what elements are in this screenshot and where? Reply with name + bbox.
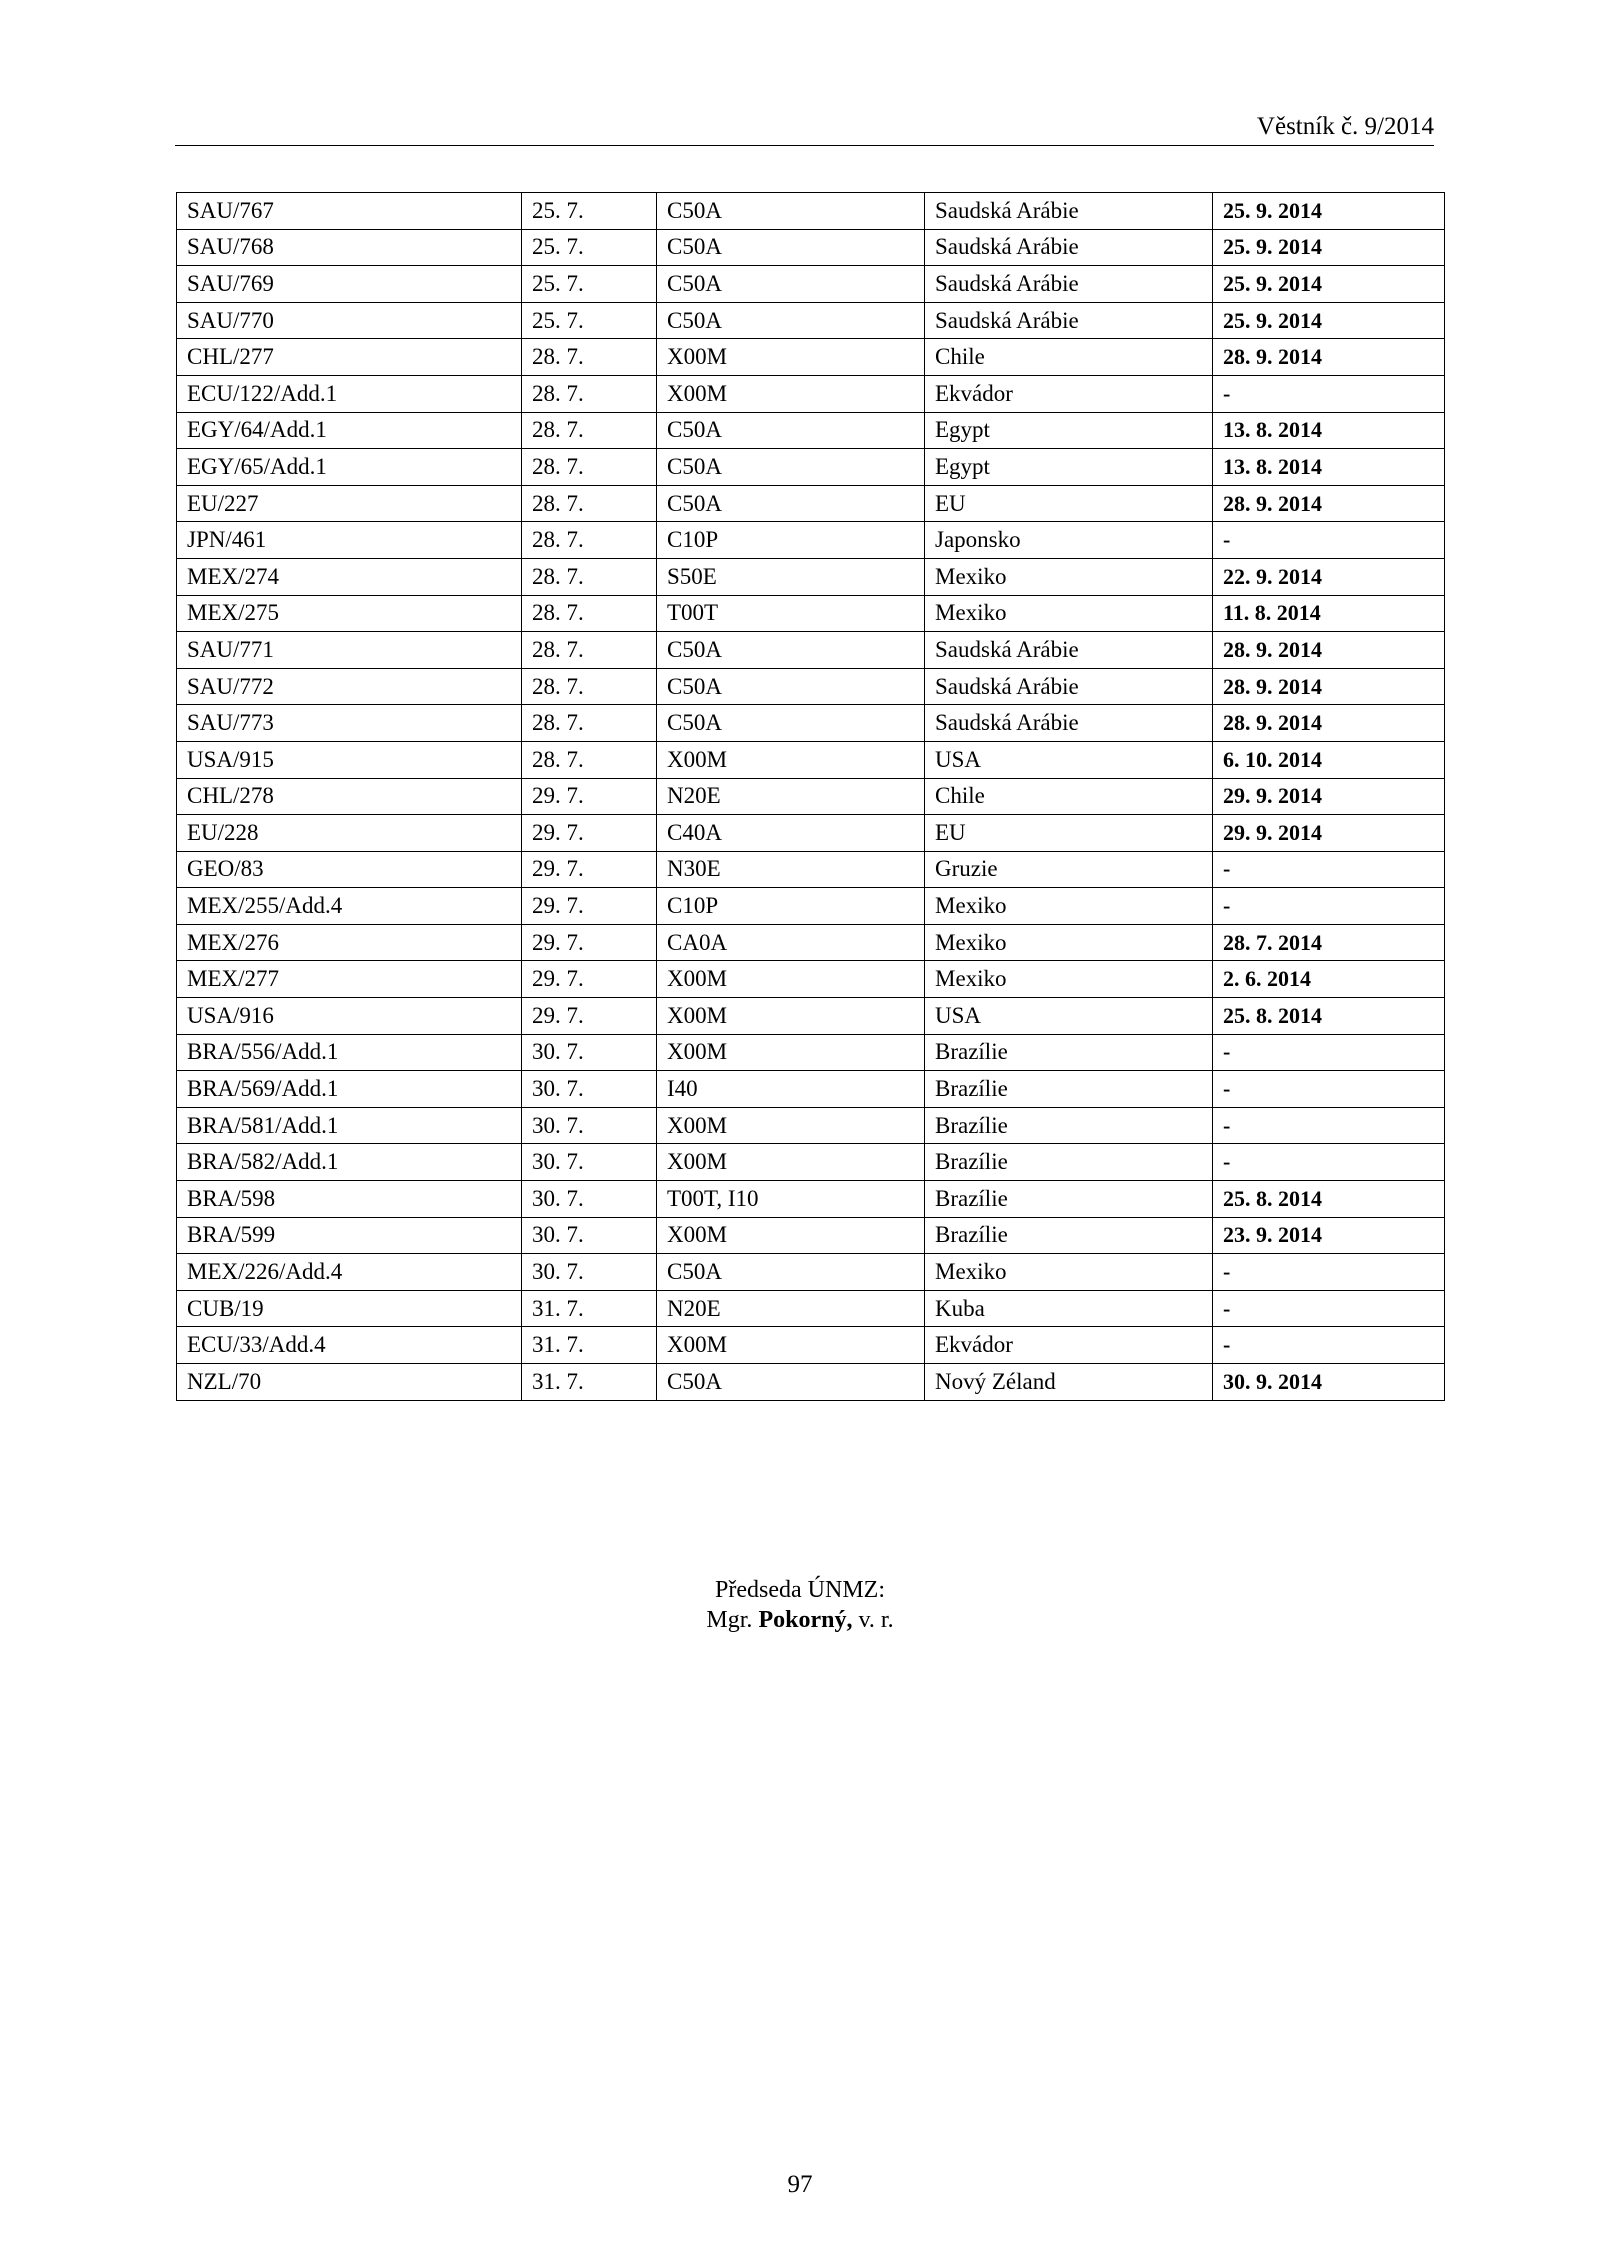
cell-document-code: MEX/274 — [177, 558, 522, 595]
cell-country: EU — [925, 815, 1213, 852]
table-row — [177, 1107, 1445, 1144]
cell-document-code: ECU/33/Add.4 — [177, 1327, 522, 1364]
cell-comment-deadline: 28. 9. 2014 — [1213, 632, 1445, 669]
cell-document-code: EGY/65/Add.1 — [177, 449, 522, 486]
cell-country: Brazílie — [925, 1181, 1213, 1218]
cell-country: Chile — [925, 339, 1213, 376]
cell-country: Saudská Arábie — [925, 668, 1213, 705]
cell-notification-date: 29. 7. — [522, 924, 657, 961]
cell-document-code: SAU/767 — [177, 193, 522, 230]
cell-document-code: ECU/122/Add.1 — [177, 375, 522, 412]
cell-document-code: EU/228 — [177, 815, 522, 852]
cell-document-code: NZL/70 — [177, 1364, 522, 1401]
cell-comment-deadline: - — [1213, 1254, 1445, 1291]
cell-notification-date: 28. 7. — [522, 522, 657, 559]
table-row — [177, 632, 1445, 669]
table-row — [177, 375, 1445, 412]
cell-comment-deadline: - — [1213, 375, 1445, 412]
page-number: 97 — [787, 2171, 813, 2198]
cell-notification-date: 28. 7. — [522, 705, 657, 742]
cell-comment-deadline: - — [1213, 1034, 1445, 1071]
table-row — [177, 1290, 1445, 1327]
cell-comment-deadline: 30. 9. 2014 — [1213, 1364, 1445, 1401]
cell-document-code: MEX/226/Add.4 — [177, 1254, 522, 1291]
cell-notification-date: 25. 7. — [522, 266, 657, 303]
cell-country: Brazílie — [925, 1071, 1213, 1108]
cell-notification-date: 29. 7. — [522, 961, 657, 998]
cell-notification-date: 25. 7. — [522, 193, 657, 230]
cell-notification-date: 28. 7. — [522, 741, 657, 778]
cell-notification-date: 28. 7. — [522, 375, 657, 412]
cell-notification-date: 25. 7. — [522, 302, 657, 339]
cell-country: Mexiko — [925, 888, 1213, 925]
cell-ics-code: N20E — [657, 1290, 925, 1327]
cell-document-code: MEX/275 — [177, 595, 522, 632]
table-row — [177, 485, 1445, 522]
cell-document-code: SAU/768 — [177, 229, 522, 266]
table-row — [177, 778, 1445, 815]
cell-notification-date: 31. 7. — [522, 1364, 657, 1401]
cell-ics-code: T00T, I10 — [657, 1181, 925, 1218]
cell-document-code: BRA/556/Add.1 — [177, 1034, 522, 1071]
table-row — [177, 339, 1445, 376]
cell-notification-date: 30. 7. — [522, 1254, 657, 1291]
cell-comment-deadline: 28. 7. 2014 — [1213, 924, 1445, 961]
cell-notification-date: 30. 7. — [522, 1107, 657, 1144]
cell-document-code: BRA/599 — [177, 1217, 522, 1254]
cell-ics-code: CA0A — [657, 924, 925, 961]
cell-ics-code: T00T — [657, 595, 925, 632]
cell-comment-deadline: - — [1213, 1107, 1445, 1144]
cell-country: Egypt — [925, 449, 1213, 486]
table-row — [177, 412, 1445, 449]
cell-document-code: EU/227 — [177, 485, 522, 522]
cell-comment-deadline: 28. 9. 2014 — [1213, 339, 1445, 376]
header-divider — [175, 145, 1434, 146]
cell-document-code: SAU/769 — [177, 266, 522, 303]
cell-country: Egypt — [925, 412, 1213, 449]
cell-notification-date: 30. 7. — [522, 1181, 657, 1218]
cell-ics-code: X00M — [657, 375, 925, 412]
cell-comment-deadline: 22. 9. 2014 — [1213, 558, 1445, 595]
cell-ics-code: N30E — [657, 851, 925, 888]
cell-ics-code: C50A — [657, 266, 925, 303]
cell-notification-date: 28. 7. — [522, 339, 657, 376]
cell-country: Mexiko — [925, 558, 1213, 595]
cell-ics-code: X00M — [657, 1217, 925, 1254]
cell-country: Saudská Arábie — [925, 302, 1213, 339]
cell-country: Chile — [925, 778, 1213, 815]
table-row — [177, 1034, 1445, 1071]
cell-ics-code: X00M — [657, 1034, 925, 1071]
cell-comment-deadline: 25. 9. 2014 — [1213, 266, 1445, 303]
table-row — [177, 998, 1445, 1035]
cell-document-code: SAU/771 — [177, 632, 522, 669]
cell-ics-code: C40A — [657, 815, 925, 852]
cell-comment-deadline: 25. 9. 2014 — [1213, 193, 1445, 230]
cell-ics-code: C50A — [657, 485, 925, 522]
cell-ics-code: X00M — [657, 1144, 925, 1181]
cell-ics-code: C10P — [657, 522, 925, 559]
cell-ics-code: C50A — [657, 705, 925, 742]
cell-document-code: USA/916 — [177, 998, 522, 1035]
cell-ics-code: C50A — [657, 229, 925, 266]
table-row — [177, 193, 1445, 230]
cell-comment-deadline: 25. 8. 2014 — [1213, 1181, 1445, 1218]
cell-comment-deadline: 28. 9. 2014 — [1213, 668, 1445, 705]
cell-country: Saudská Arábie — [925, 266, 1213, 303]
cell-notification-date: 30. 7. — [522, 1071, 657, 1108]
table-row — [177, 815, 1445, 852]
cell-document-code: BRA/598 — [177, 1181, 522, 1218]
table-row — [177, 1364, 1445, 1401]
cell-comment-deadline: 6. 10. 2014 — [1213, 741, 1445, 778]
cell-country: Mexiko — [925, 595, 1213, 632]
cell-comment-deadline: - — [1213, 1071, 1445, 1108]
cell-country: Kuba — [925, 1290, 1213, 1327]
cell-ics-code: C50A — [657, 632, 925, 669]
cell-comment-deadline: 28. 9. 2014 — [1213, 705, 1445, 742]
signature-name-line — [0, 1605, 1600, 1635]
signature-role: Předseda ÚNMZ: — [715, 1577, 885, 1603]
cell-document-code: MEX/276 — [177, 924, 522, 961]
cell-comment-deadline: 13. 8. 2014 — [1213, 449, 1445, 486]
cell-comment-deadline: - — [1213, 1327, 1445, 1364]
cell-notification-date: 28. 7. — [522, 595, 657, 632]
cell-document-code: CHL/277 — [177, 339, 522, 376]
table-row — [177, 595, 1445, 632]
notifications-table-body — [177, 193, 1445, 1401]
cell-comment-deadline: 25. 9. 2014 — [1213, 229, 1445, 266]
cell-document-code: BRA/582/Add.1 — [177, 1144, 522, 1181]
cell-notification-date: 30. 7. — [522, 1034, 657, 1071]
cell-comment-deadline: - — [1213, 851, 1445, 888]
cell-comment-deadline: 29. 9. 2014 — [1213, 815, 1445, 852]
cell-comment-deadline: 25. 9. 2014 — [1213, 302, 1445, 339]
table-row — [177, 1327, 1445, 1364]
cell-document-code: BRA/569/Add.1 — [177, 1071, 522, 1108]
cell-ics-code: X00M — [657, 1327, 925, 1364]
cell-country: Mexiko — [925, 961, 1213, 998]
cell-notification-date: 29. 7. — [522, 851, 657, 888]
table-row — [177, 1144, 1445, 1181]
cell-document-code: CUB/19 — [177, 1290, 522, 1327]
table-row — [177, 888, 1445, 925]
cell-ics-code: X00M — [657, 741, 925, 778]
cell-comment-deadline: - — [1213, 1290, 1445, 1327]
cell-comment-deadline: - — [1213, 888, 1445, 925]
cell-country: Gruzie — [925, 851, 1213, 888]
cell-document-code: CHL/278 — [177, 778, 522, 815]
table-row — [177, 558, 1445, 595]
cell-document-code: SAU/773 — [177, 705, 522, 742]
cell-country: USA — [925, 741, 1213, 778]
table-row — [177, 1254, 1445, 1291]
cell-country: Saudská Arábie — [925, 632, 1213, 669]
table-row — [177, 961, 1445, 998]
cell-comment-deadline: 29. 9. 2014 — [1213, 778, 1445, 815]
cell-ics-code: C10P — [657, 888, 925, 925]
cell-ics-code: I40 — [657, 1071, 925, 1108]
cell-notification-date: 30. 7. — [522, 1144, 657, 1181]
cell-document-code: BRA/581/Add.1 — [177, 1107, 522, 1144]
cell-ics-code: X00M — [657, 339, 925, 376]
cell-ics-code: X00M — [657, 1107, 925, 1144]
cell-notification-date: 28. 7. — [522, 485, 657, 522]
cell-ics-code: X00M — [657, 961, 925, 998]
cell-document-code: JPN/461 — [177, 522, 522, 559]
table-row — [177, 522, 1445, 559]
cell-notification-date: 31. 7. — [522, 1327, 657, 1364]
cell-country: Nový Zéland — [925, 1364, 1213, 1401]
cell-document-code: SAU/770 — [177, 302, 522, 339]
cell-ics-code: C50A — [657, 449, 925, 486]
cell-country: Saudská Arábie — [925, 705, 1213, 742]
cell-notification-date: 28. 7. — [522, 632, 657, 669]
cell-comment-deadline: 2. 6. 2014 — [1213, 961, 1445, 998]
cell-ics-code: C50A — [657, 412, 925, 449]
page-header-title: Věstník č. 9/2014 — [1256, 113, 1434, 140]
table-row — [177, 449, 1445, 486]
cell-notification-date: 31. 7. — [522, 1290, 657, 1327]
cell-document-code: MEX/277 — [177, 961, 522, 998]
cell-notification-date: 28. 7. — [522, 668, 657, 705]
cell-country: Brazílie — [925, 1107, 1213, 1144]
table-row — [177, 1071, 1445, 1108]
cell-country: Brazílie — [925, 1034, 1213, 1071]
table-row — [177, 741, 1445, 778]
cell-notification-date: 25. 7. — [522, 229, 657, 266]
cell-notification-date: 29. 7. — [522, 815, 657, 852]
cell-country: Ekvádor — [925, 375, 1213, 412]
cell-country: USA — [925, 998, 1213, 1035]
cell-country: Ekvádor — [925, 1327, 1213, 1364]
cell-ics-code: C50A — [657, 302, 925, 339]
cell-notification-date: 29. 7. — [522, 888, 657, 925]
cell-document-code: GEO/83 — [177, 851, 522, 888]
cell-notification-date: 28. 7. — [522, 412, 657, 449]
cell-ics-code: C50A — [657, 1254, 925, 1291]
cell-notification-date: 28. 7. — [522, 558, 657, 595]
table-row — [177, 229, 1445, 266]
cell-document-code: SAU/772 — [177, 668, 522, 705]
cell-comment-deadline: 11. 8. 2014 — [1213, 595, 1445, 632]
table-row — [177, 851, 1445, 888]
signature-name: Pokorný, — [758, 1607, 853, 1633]
cell-document-code: EGY/64/Add.1 — [177, 412, 522, 449]
cell-ics-code: S50E — [657, 558, 925, 595]
cell-ics-code: X00M — [657, 998, 925, 1035]
table-row — [177, 668, 1445, 705]
cell-ics-code: C50A — [657, 1364, 925, 1401]
cell-notification-date: 29. 7. — [522, 778, 657, 815]
cell-ics-code: C50A — [657, 193, 925, 230]
cell-ics-code: C50A — [657, 668, 925, 705]
cell-country: Brazílie — [925, 1217, 1213, 1254]
cell-notification-date: 28. 7. — [522, 449, 657, 486]
cell-notification-date: 29. 7. — [522, 998, 657, 1035]
signature-title: Mgr. — [706, 1607, 753, 1633]
cell-document-code: USA/915 — [177, 741, 522, 778]
cell-ics-code: N20E — [657, 778, 925, 815]
cell-notification-date: 30. 7. — [522, 1217, 657, 1254]
table-row — [177, 1217, 1445, 1254]
cell-comment-deadline: 25. 8. 2014 — [1213, 998, 1445, 1035]
cell-country: EU — [925, 485, 1213, 522]
cell-country: Japonsko — [925, 522, 1213, 559]
cell-comment-deadline: 13. 8. 2014 — [1213, 412, 1445, 449]
cell-comment-deadline: 23. 9. 2014 — [1213, 1217, 1445, 1254]
cell-comment-deadline: 28. 9. 2014 — [1213, 485, 1445, 522]
table-row — [177, 302, 1445, 339]
cell-country: Saudská Arábie — [925, 229, 1213, 266]
signature-suffix: v. r. — [858, 1607, 894, 1633]
cell-country: Mexiko — [925, 1254, 1213, 1291]
cell-country: Saudská Arábie — [925, 193, 1213, 230]
table-row — [177, 1181, 1445, 1218]
cell-country: Mexiko — [925, 924, 1213, 961]
cell-comment-deadline: - — [1213, 1144, 1445, 1181]
cell-document-code: MEX/255/Add.4 — [177, 888, 522, 925]
notifications-table — [176, 192, 1445, 1401]
table-row — [177, 924, 1445, 961]
table-row — [177, 266, 1445, 303]
table-row — [177, 705, 1445, 742]
cell-country: Brazílie — [925, 1144, 1213, 1181]
cell-comment-deadline: - — [1213, 522, 1445, 559]
